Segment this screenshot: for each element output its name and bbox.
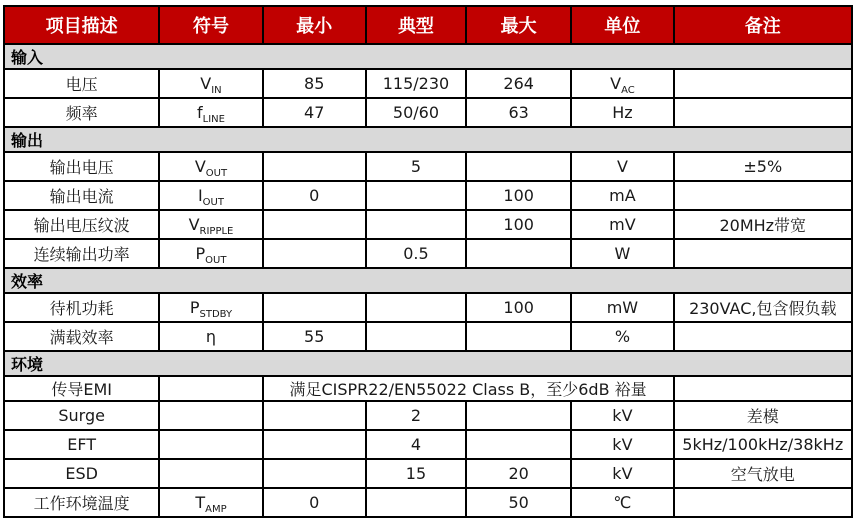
- cell-typical: 115/230: [366, 69, 466, 98]
- cell-note: 230VAC,包含假负载: [674, 293, 852, 322]
- spec-row: [4, 459, 852, 488]
- cell-min: [263, 293, 366, 322]
- cell-typical: [366, 322, 466, 351]
- cell-symbol: $T_{AMP}$: [159, 488, 262, 517]
- cell-note: 5kHz/100kHz/38kHz: [674, 430, 852, 459]
- cell-min: 0: [263, 181, 366, 210]
- cell-unit: mW: [571, 293, 673, 322]
- cell-max: 63: [466, 98, 571, 127]
- cell-item-desc: 电压: [4, 69, 159, 98]
- cell-symbol-subscript: OUT: [205, 168, 228, 180]
- cell-typical: 4: [366, 430, 466, 459]
- cell-item-desc: 待机功耗: [4, 293, 159, 322]
- cell-typical: [366, 210, 466, 239]
- spec-row: [4, 98, 852, 127]
- cell-symbol-subscript: IN: [211, 85, 222, 97]
- spec-row: [4, 181, 852, 210]
- cell-unit: Hz: [571, 98, 673, 127]
- col-header-typical: 典型: [366, 6, 466, 44]
- cell-symbol-subscript: OUT: [202, 197, 224, 209]
- section-title: 环境: [4, 351, 852, 376]
- cell-compliance-span: 满足CISPR22/EN55022 Class B，至少6dB 裕量: [263, 376, 674, 401]
- cell-item-desc: 传导EMI: [4, 376, 159, 401]
- cell-symbol: [159, 430, 262, 459]
- cell-note: [674, 69, 852, 98]
- col-header-item-desc: 项目描述: [4, 6, 159, 44]
- cell-note: [674, 488, 852, 517]
- section-title: 输出: [4, 127, 852, 152]
- section-title: 效率: [4, 268, 852, 293]
- cell-symbol: $V_{RIPPLE}$: [159, 210, 262, 239]
- cell-note: ±5%: [674, 152, 852, 181]
- spec-table-body: [4, 44, 852, 517]
- cell-note: [674, 322, 852, 351]
- spec-row: [4, 152, 852, 181]
- col-header-unit: 单位: [571, 6, 673, 44]
- spec-row: [4, 69, 852, 98]
- spec-row: [4, 322, 852, 351]
- cell-typical: 5: [366, 152, 466, 181]
- section-row: [4, 268, 852, 293]
- cell-item-desc: 工作环境温度: [4, 488, 159, 517]
- col-header-min: 最小: [263, 6, 366, 44]
- spec-row: [4, 239, 852, 268]
- cell-note: [674, 376, 852, 401]
- cell-note: 差模: [674, 401, 852, 430]
- cell-item-desc: 连续输出功率: [4, 239, 159, 268]
- cell-max: 100: [466, 210, 571, 239]
- cell-min: [263, 210, 366, 239]
- cell-max: 50: [466, 488, 571, 517]
- cell-max: [466, 239, 571, 268]
- cell-max: 264: [466, 69, 571, 98]
- cell-note: [674, 98, 852, 127]
- cell-min: 47: [263, 98, 366, 127]
- section-row: [4, 351, 852, 376]
- spec-row: [4, 401, 852, 430]
- cell-typical: [366, 488, 466, 517]
- cell-item-desc: Surge: [4, 401, 159, 430]
- cell-unit: mV: [571, 210, 673, 239]
- cell-unit: kV: [571, 459, 673, 488]
- cell-max: [466, 401, 571, 430]
- cell-symbol: $V_{IN}$: [159, 69, 262, 98]
- spec-row: [4, 376, 852, 401]
- cell-unit: kV: [571, 401, 673, 430]
- cell-item-desc: 输出电压纹波: [4, 210, 159, 239]
- cell-unit: $V_{AC}$: [571, 69, 673, 98]
- cell-unit: %: [571, 322, 673, 351]
- cell-unit-subscript: AC: [621, 85, 635, 97]
- cell-note: 空气放电: [674, 459, 852, 488]
- cell-typical: 0.5: [366, 239, 466, 268]
- cell-max: 100: [466, 181, 571, 210]
- cell-item-desc: 满载效率: [4, 322, 159, 351]
- cell-item-desc: EFT: [4, 430, 159, 459]
- spec-row: [4, 210, 852, 239]
- cell-min: 55: [263, 322, 366, 351]
- cell-note: [674, 239, 852, 268]
- cell-max: 100: [466, 293, 571, 322]
- cell-unit: ℃: [571, 488, 673, 517]
- header-row: [4, 6, 852, 44]
- cell-symbol: $P_{STDBY}$: [159, 293, 262, 322]
- cell-unit: V: [571, 152, 673, 181]
- section-row: [4, 127, 852, 152]
- cell-typical: 2: [366, 401, 466, 430]
- cell-unit: kV: [571, 430, 673, 459]
- cell-item-desc: 输出电压: [4, 152, 159, 181]
- cell-symbol-subscript: AMP: [205, 504, 227, 516]
- cell-note: 20MHz带宽: [674, 210, 852, 239]
- cell-typical: 15: [366, 459, 466, 488]
- cell-min: [263, 152, 366, 181]
- cell-symbol: [159, 459, 262, 488]
- cell-unit: mA: [571, 181, 673, 210]
- spec-table: [3, 5, 853, 518]
- cell-symbol: [159, 401, 262, 430]
- col-header-note: 备注: [674, 6, 852, 44]
- section-title: 输入: [4, 44, 852, 69]
- cell-item-desc: 输出电流: [4, 181, 159, 210]
- cell-max: [466, 430, 571, 459]
- cell-max: [466, 152, 571, 181]
- spec-row: [4, 430, 852, 459]
- cell-unit: W: [571, 239, 673, 268]
- cell-symbol: $P_{OUT}$: [159, 239, 262, 268]
- cell-max: 20: [466, 459, 571, 488]
- cell-symbol-subscript: LINE: [202, 114, 225, 126]
- cell-min: [263, 459, 366, 488]
- col-header-max: 最大: [466, 6, 571, 44]
- cell-symbol: $I_{OUT}$: [159, 181, 262, 210]
- cell-symbol: $f_{LINE}$: [159, 98, 262, 127]
- cell-symbol: η: [159, 322, 262, 351]
- section-row: [4, 44, 852, 69]
- cell-note: [674, 181, 852, 210]
- cell-min: [263, 401, 366, 430]
- cell-max: [466, 322, 571, 351]
- cell-min: 85: [263, 69, 366, 98]
- cell-item-desc: ESD: [4, 459, 159, 488]
- cell-symbol: [159, 376, 262, 401]
- cell-typical: [366, 181, 466, 210]
- cell-min: 0: [263, 488, 366, 517]
- cell-min: [263, 430, 366, 459]
- cell-typical: [366, 293, 466, 322]
- cell-symbol-subscript: STDBY: [199, 309, 233, 321]
- cell-item-desc: 频率: [4, 98, 159, 127]
- cell-typical: 50/60: [366, 98, 466, 127]
- col-header-symbol: 符号: [159, 6, 262, 44]
- spec-row: [4, 488, 852, 517]
- cell-min: [263, 239, 366, 268]
- cell-symbol-subscript: OUT: [205, 255, 227, 267]
- cell-symbol: $V_{OUT}$: [159, 152, 262, 181]
- spec-row: [4, 293, 852, 322]
- cell-symbol-subscript: RIPPLE: [199, 226, 234, 238]
